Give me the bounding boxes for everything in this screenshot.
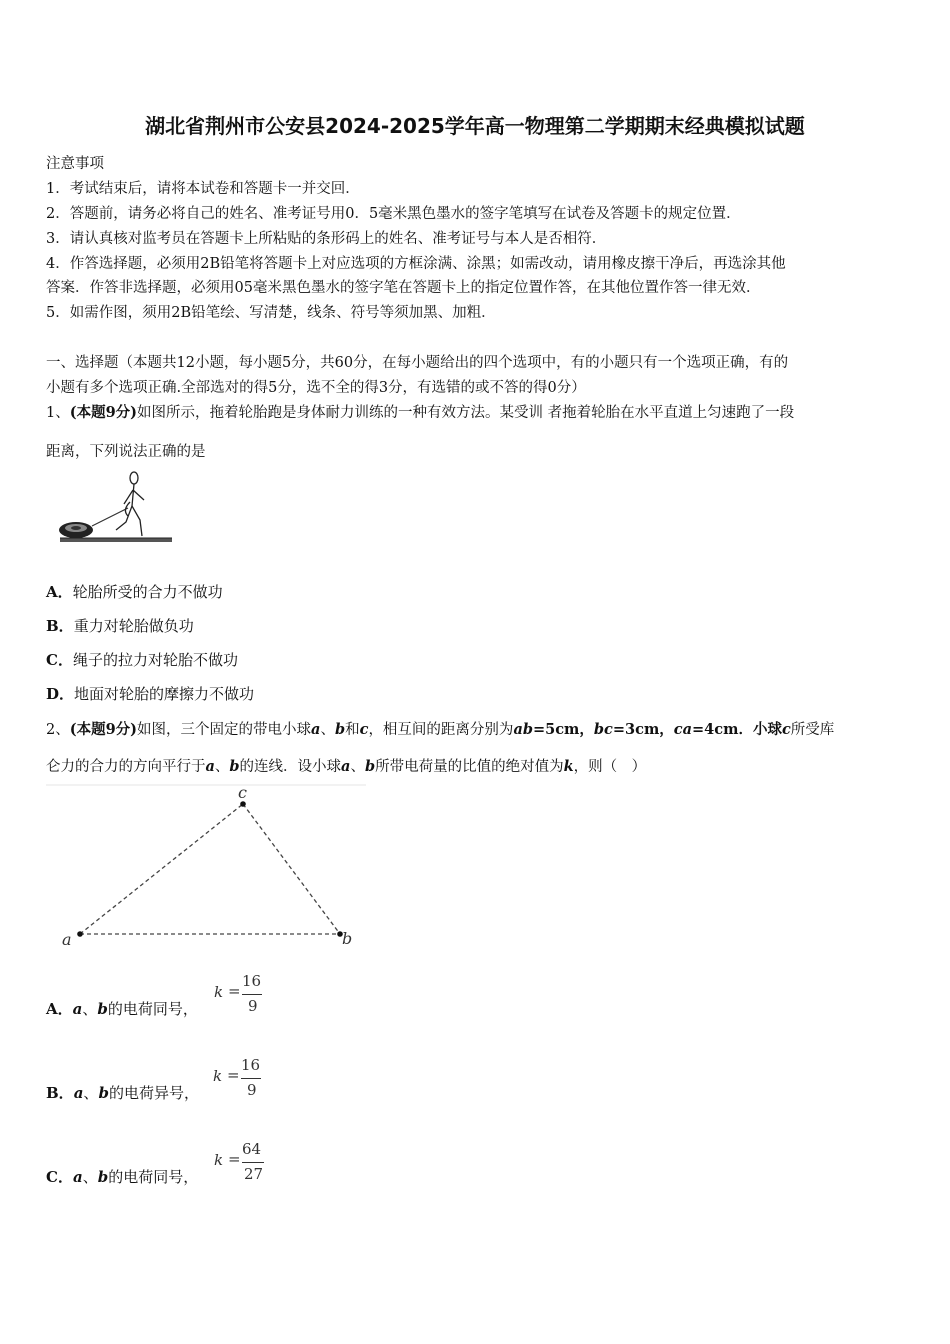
rope	[92, 508, 128, 526]
question-score: (本题9分)	[69, 721, 138, 738]
tire-drag-figure	[56, 466, 186, 550]
question-2-text-cont: 仑力的合力的方向平行于a、b的连线．设小球a、b所带电荷量的比值的绝对值为k，则（ ）	[46, 758, 647, 775]
notice-heading: 注意事项	[46, 156, 104, 172]
notice-item: 1．考试结束后，请将本试卷和答题卡一并交回．	[46, 181, 360, 197]
label-b: b	[342, 929, 353, 948]
option-c[interactable]: C．a、b的电荷同号，	[46, 1168, 199, 1186]
notice-item: 3．请认真核对监考员在答题卡上所粘贴的条形码上的姓名、准考证号与本人是否相符．	[46, 231, 607, 247]
option-b[interactable]: B．重力对轮胎做负功	[46, 617, 194, 635]
label-c: c	[238, 784, 247, 802]
option-a[interactable]: A．a、b的电荷同号，	[46, 1000, 198, 1018]
option-c[interactable]: C．绳子的拉力对轮胎不做功	[46, 651, 238, 669]
option-a[interactable]: A．轮胎所受的合力不做功	[46, 583, 223, 601]
triangle-figure	[46, 784, 366, 954]
question-1-text-cont: 距离，下列说法正确的是	[46, 444, 206, 460]
fraction-k: k = 64 27	[214, 1140, 264, 1183]
option-b[interactable]: B．a、b的电荷异号，	[46, 1084, 199, 1102]
question-number: 2、	[46, 722, 70, 738]
notice-item: 5．如需作图，须用2B铅笔绘、写清楚，线条、符号等须加黑、加粗．	[46, 305, 496, 321]
section-instructions: 一、选择题（本题共12小题，每小题5分，共60分，在每小题给出的四个选项中，有的小题只有一个选项正确，有的	[46, 355, 789, 371]
label-a: a	[62, 930, 72, 949]
segment-ac	[80, 804, 243, 934]
runner-icon	[116, 472, 144, 536]
segment-bc	[243, 804, 340, 934]
page-title: 湖北省荆州市公安县2024-2025学年高一物理第二学期期末经典模拟试题	[145, 114, 805, 138]
question-score: (本题9分)	[69, 404, 138, 421]
fraction-k: k = 16 9	[213, 1056, 261, 1099]
option-d[interactable]: D．地面对轮胎的摩擦力不做功	[46, 685, 255, 703]
question-1-text	[46, 401, 916, 422]
section-instructions: 小题有多个选项正确.全部选对的得5分，选不全的得3分，有选错的或不答的得0分）	[46, 380, 586, 396]
fraction-k: k = 16 9	[214, 972, 262, 1015]
notice-item: 2．答题前，请务必将自己的姓名、准考证号用0．5毫米黑色墨水的签字笔填写在试卷及答题卡的规定位置．	[46, 206, 741, 222]
charge-a	[77, 931, 83, 937]
ground	[60, 538, 172, 542]
question-stem: 如图所示，拖着轮胎跑是身体耐力训练的一种有效方法。某受训 者拖着轮胎在水平直道上匀速跑了一段	[137, 405, 795, 421]
question-2-text: 2、(本题9分)如图，三个固定的带电小球a、b和c，相互间的距离分别为ab=5cm，bc=3cm，ca=4cm．小球c所受库	[46, 721, 835, 738]
charge-c	[240, 801, 246, 807]
notice-item: 答案．作答非选择题，必须用05毫米黑色墨水的签字笔在答题卡上的指定位置作答，在其他位置作答一律无效．	[46, 280, 761, 296]
question-number: 1、	[46, 405, 70, 421]
notice-item: 4．作答选择题，必须用2B铅笔将答题卡上对应选项的方框涂满、涂黑；如需改动，请用橡皮擦干净后，再选涂其他	[46, 256, 786, 272]
